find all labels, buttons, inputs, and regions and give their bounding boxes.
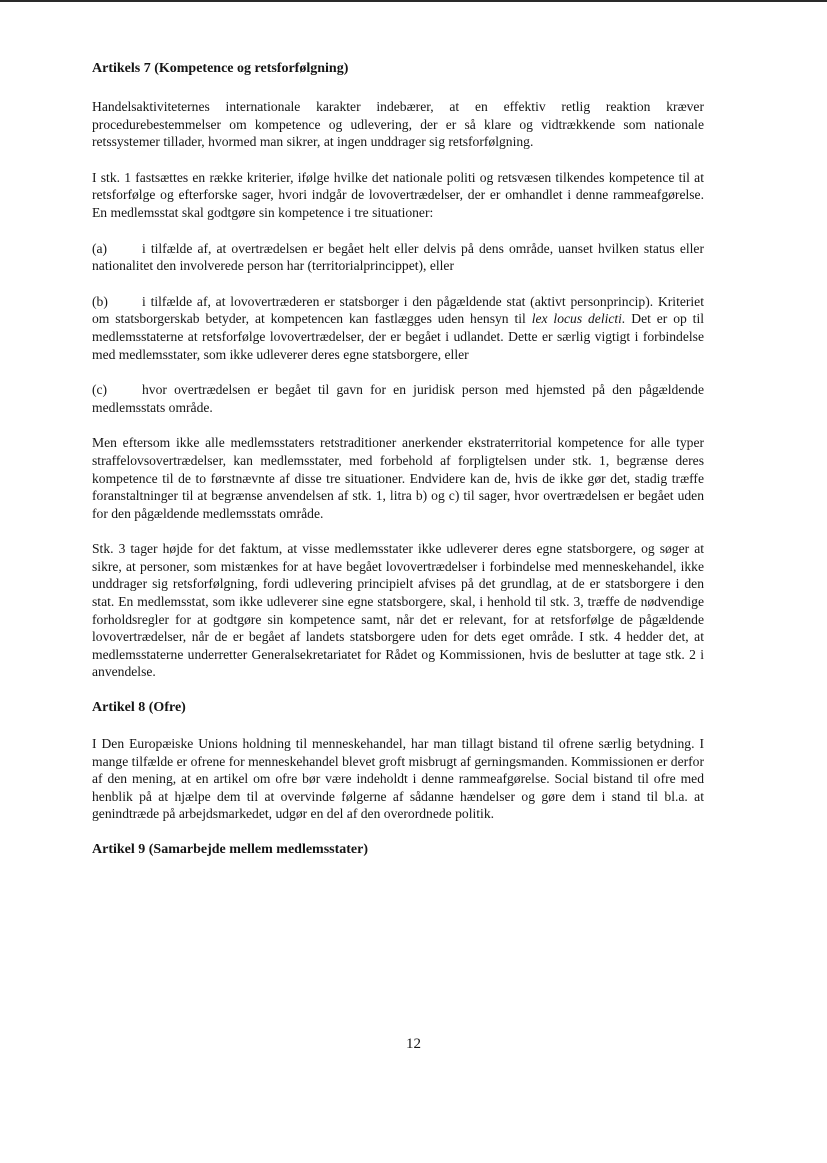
page-number: 12	[406, 1036, 421, 1052]
article-9-heading: Artikel 9 (Samarbejde mellem medlemsstater)	[92, 842, 369, 857]
item-a-text: i tilfælde af, at overtrædelsen er begået helt eller delvis på dens område, uanset hvilken status eller nationalitet den involverede person har (territorialprincippet), eller	[92, 240, 704, 274]
document-page	[92, 58, 704, 859]
article-7-paragraph-1: Handelsaktiviteternes internationale karakter indebærer, at en effektiv retlig reaktion kræver procedurebestemmelser om kompetence og udlevering, der er så klare og vidtrækkende som nationale retssystemer tillader, hvormed man sikrer, at ingen unddrager sig retsforfølgning.	[92, 99, 704, 150]
article-7-item-a	[92, 240, 704, 275]
article-7-heading: Artikels 7 (Kompetence og retsforfølgning)	[92, 61, 349, 76]
item-a-label: (a)	[92, 240, 108, 256]
item-c-text: hvor overtrædelsen er begået til gavn for en juridisk person med hjemsted på den pågældende medlemsstats område.	[92, 382, 704, 415]
item-b-latin-term: lex locus delicti.	[531, 311, 626, 327]
article-8-paragraph-1: I Den Europæiske Unions holdning til menneskehandel, har man tillagt bistand til ofrene særlig betydning. I mange tilfælde er ofrene for menneskehandel blevet groft misbrugt af gerningsmanden. Kommissionen er derfor af den mening, at en artikel om ofre bør være indeholdt i denne rammeafgørelse. Social bistand til ofre med henblik på at hjælpe dem til at overvinde følgerne af sådanne hændelser og gøre dem i stand til bl.a. at genindtræde på arbejdsmarkedet, udgør en del af den overordnede politik.	[92, 736, 704, 822]
article-7-paragraph-4: Stk. 3 tager højde for det faktum, at visse medlemsstater ikke udleverer deres egne statsborgere, og søger at sikre, at personer, som mistænkes for at have begået lovovertrædelser i forbindelse med menneskehandel, ikke unddrager sig retsforfølgning, fordi udlevering principielt afvises på det grundlag, at de er statsborgere i den stat. En medlemsstat, som ikke udleverer sine egne statsborgere, skal, i henhold til stk. 3, træffe de nødvendige forholdsregler for at godtgøre sin kompetence samt, når det er relevant, for at retsforfølge de pågældende lovovertrædelser, når de er begået af landets statsborgere uden for dets eget område. I stk. 4 hedder det, at medlemsstaterne underretter Generalsekretariatet for Rådet og Kommissionen, hvis de beslutter at tage stk. 2 i anvendelse.	[92, 541, 704, 680]
scan-top-edge	[0, 0, 827, 2]
article-7-paragraph-3: Men eftersom ikke alle medlemsstaters retstraditioner anerkender ekstraterritorial kompetence for alle typer straffelovsovertrædelser, kan medlemsstater, med forbehold af forpligtelsen under stk. 1, begrænse deres kompetence til de to førstnævnte af disse tre situationer. Endvidere kan de, hvis de ikke gør det, stadig træffe foranstaltninger til at begrænse anvendelsen af stk. 1, litra b) og c) til sager, hvor overtrædelsen er begået uden for den pågældende medlemsstats område.	[92, 435, 704, 521]
article-7-item-c	[92, 381, 704, 416]
item-b-label: (b)	[92, 293, 108, 309]
article-7-paragraph-2: I stk. 1 fastsættes en række kriterier, ifølge hvilke det nationale politi og retsvæsen tilkendes kompetence til at retsforfølge og efterforske sager, hvori indgår de lovovertrædelser, der er omhandlet i denne rammeafgørelse. En medlemsstat skal godtgøre sin kompetence i tre situationer:	[92, 169, 704, 220]
item-b-text-1: i tilfælde af, at lovovertræderen er statsborger i den pågældende stat (aktivt personprincip). Kriteriet om statsborgerskab betyder, at kompetencen kan fastlægges uden hensyn til	[92, 293, 704, 327]
article-7-item-b	[92, 293, 704, 363]
item-b-text-2: Det er op til medlemsstaterne at retsforfølge lovovertrædelser, der er begået i udlandet. Dette er særlig vigtigt i forbindelse med medlemsstater, som ikke udleverer deres egne statsborgere, eller	[92, 311, 705, 362]
article-8-heading: Artikel 8 (Ofre)	[92, 700, 186, 716]
item-c-label: (c)	[92, 382, 108, 398]
